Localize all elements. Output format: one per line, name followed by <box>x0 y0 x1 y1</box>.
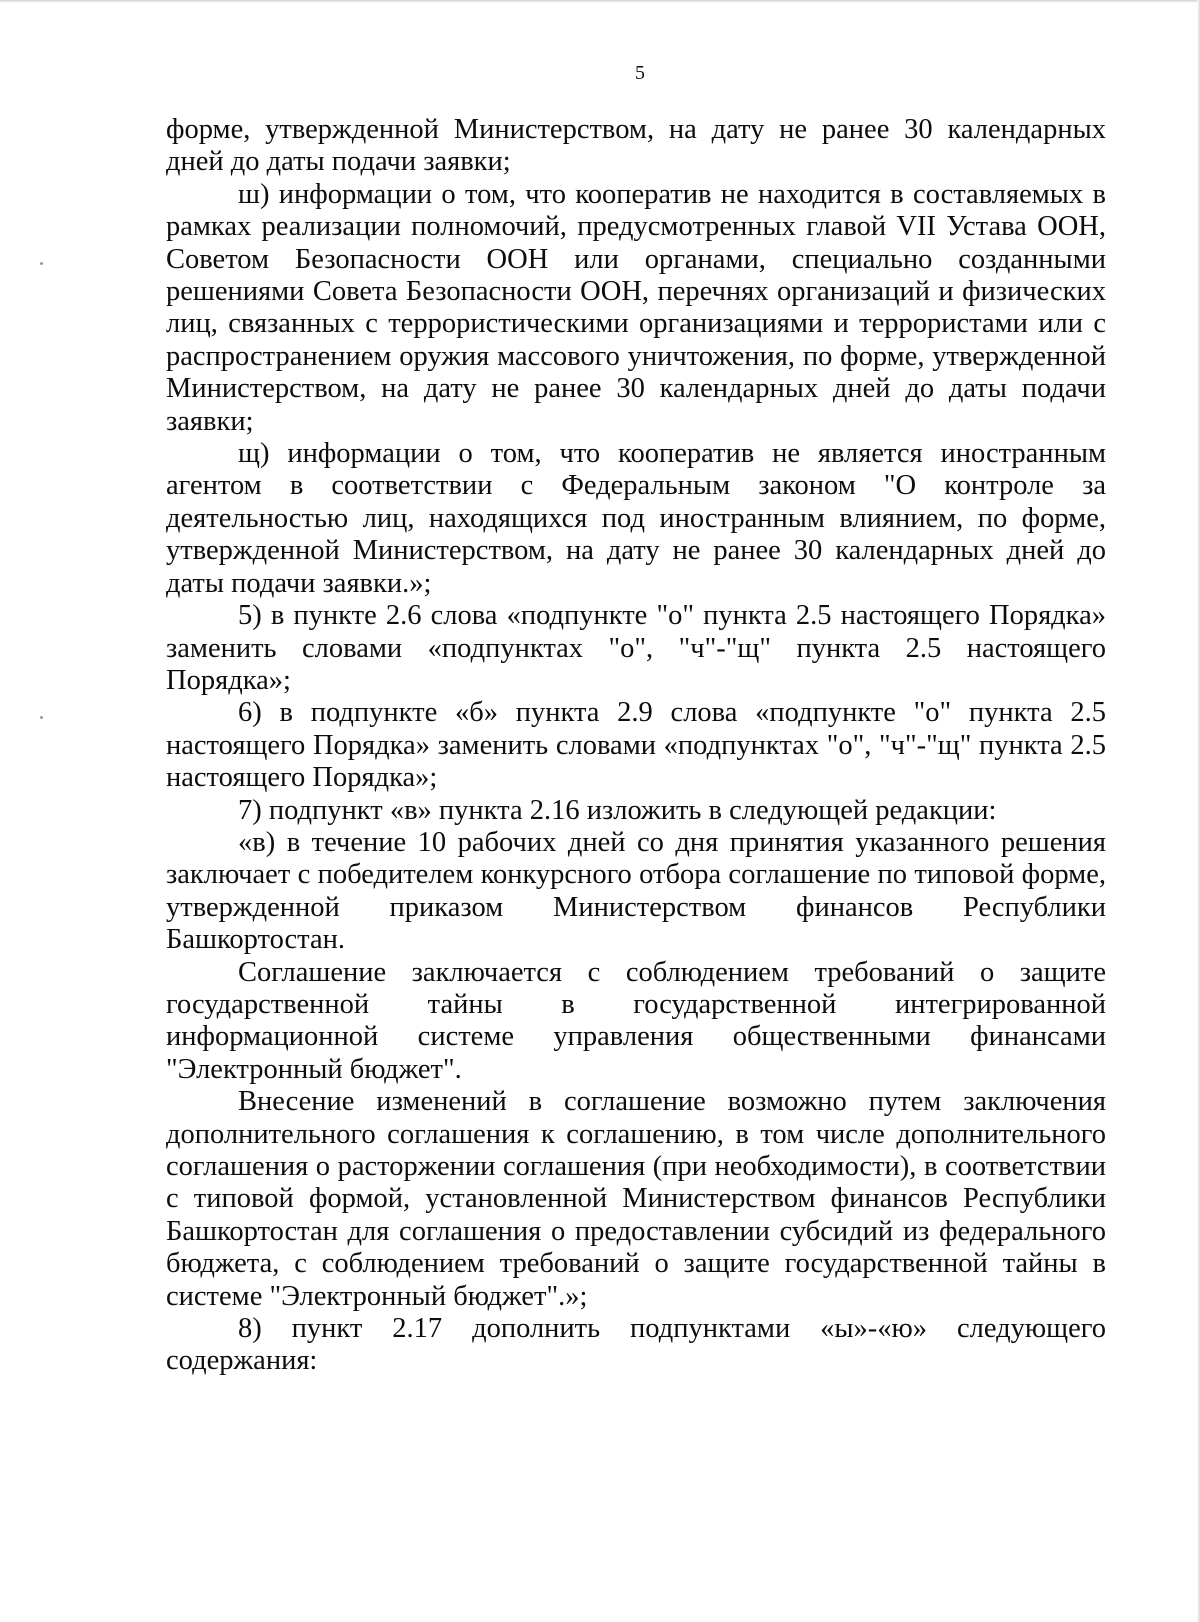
paragraph-item-5: 5) в пункте 2.6 слова «подпункте "о" пункта 2.5 настоящего Порядка» заменить словами «подпунктах "о", "ч"-"щ" пункта 2.5 настоящего Порядка»; <box>166 600 1106 696</box>
paragraph-amendments: Внесение изменений в соглашение возможно путем заключения дополнительного соглашения к соглашению, в том числе дополнительного соглашения о расторжении соглашения (при необходимости), в соответствии с типовой формой, установленной Министерством финансов Республики Башкортостан для соглашения о предоставлении субсидий из федерального бюджета, с соблюдением требований о защите государственной тайны в системе "Электронный бюджет".»; <box>166 1086 1106 1312</box>
paragraph-item-6: 6) в подпункте «б» пункта 2.9 слова «подпункте "о" пункта 2.5 настоящего Порядка» заменить словами «подпунктах "о", "ч"-"щ" пункта 2.5 настоящего Порядка»; <box>166 697 1106 794</box>
paragraph-item-8: 8) пункт 2.17 дополнить подпунктами «ы»-«ю» следующего содержания: <box>166 1313 1106 1377</box>
paragraph-continuation: форме, утвержденной Министерством, на дату не ранее 30 календарных дней до даты подачи заявки; <box>166 114 1106 178</box>
paragraph-sh: ш) информации о том, что кооператив не находится в составляемых в рамках реализации полномочий, предусмотренных главой VII Устава ООН, Советом Безопасности ООН или органами, специально созданными решениями Совета Безопасности ООН, перечнях организаций и физических лиц, связанных с террористическими организациями и террористами или с распространением оружия массового уничтожения, по форме, утвержденной Министерством, на дату не ранее 30 календарных дней до даты подачи заявки; <box>166 178 1106 437</box>
paragraph-shch: щ) информации о том, что кооператив не является иностранным агентом в соответствии с Федеральным законом "О контроле за деятельностью лиц, находящихся под иностранным влиянием, по форме, утвержденной Министерством, на дату не ранее 30 календарных дней до даты подачи заявки.»; <box>166 438 1106 599</box>
scan-edge-top <box>0 0 1200 3</box>
paragraph-v: «в) в течение 10 рабочих дней со дня принятия указанного решения заключает с победителем конкурсного отбора соглашение по типовой форме, утвержденной приказом Министерством финансов Республики Башкортостан. <box>166 826 1106 956</box>
page-number: 5 <box>635 62 645 84</box>
margin-dot <box>40 716 43 719</box>
document-body <box>166 114 1106 1378</box>
paragraph-item-7: 7) подпункт «в» пункта 2.16 изложить в следующей редакции: <box>238 794 997 826</box>
paragraph-agreement: Соглашение заключается с соблюдением требований о защите государственной тайны в государственной интегрированной информационной системе управления общественными финансами "Электронный бюджет". <box>166 956 1106 1085</box>
margin-dot <box>40 262 43 265</box>
